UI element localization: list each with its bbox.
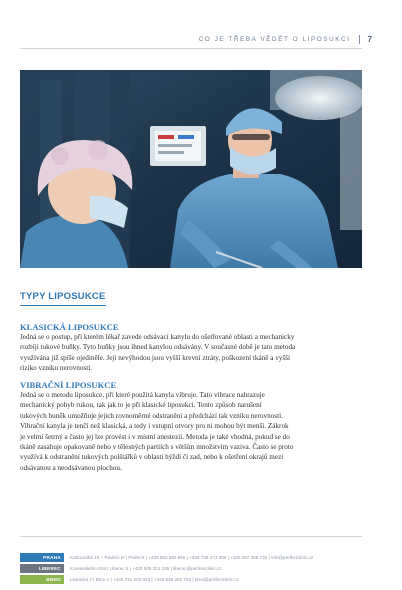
footer-label-praha: PRAHA [20,553,64,562]
footer-text-praha: Kartouzská 10 – Pavilon III | Praha 5 | +420 603 560 856 | +420 739 473 306 | +420 257 325 732 | info@perfectclinic.cz [70,554,314,560]
section-heading-underline [20,305,106,306]
paragraph-line: rozbíjí tukové buňky. Tyto buňky jsou ihned kanylou odsávány. V současné době je tato metoda [20,343,296,352]
surgery-photo [20,70,362,268]
footer-rule [20,536,362,537]
paragraph-line: Vibrační kanyla je tenčí než klasická, a tedy i vstupní otvory pro ni mohou být menší. Zákrok [20,422,289,431]
paragraph-line: Jedná se o postup, při kterém lékař zavede odsávací kanylu do ošetřované oblasti a mechanicky [20,333,295,341]
header-rule [20,48,362,49]
vibration-liposuction-heading: VIBRAČNÍ LIPOSUKCE [20,380,117,390]
header-separator [359,35,360,44]
classic-liposuction-paragraph [20,332,362,374]
paragraph-line: tkáně zasahuje opakovaně nebo v tělesných partiích s větším množstvím vaziva. Často se proto [20,443,294,452]
paragraph-line: využívá k odstranění tukových polštářků v oblasti hýždí či zad, nebo k ošetření okrajů mezi [20,453,284,462]
footer-label-brno: BRNO [20,575,64,584]
paragraph-line: je velmi šetrný a často jej lze provést i v místní anestezii. Metoda je také vhodná, pokud se do [20,432,290,441]
footer-row-brno [20,574,366,584]
footer-row-praha [20,552,366,562]
footer-text-liberec: Komenského 519 | Liberec 5 | +420 605 201 155 | liberec@perfectclinic.cz [70,565,222,571]
paragraph-line: odsávanou a neodsávanou plochou. [20,463,122,472]
running-title: CO JE TŘEBA VĚDĚT O LIPOSUKCI [198,36,351,43]
paragraph-line: využívána již spíše ojediněle. Její nevýhodou jsou vyšší krevní ztráty, poškození tkáně a vyšší [20,353,291,362]
paragraph-line: mechanický pohyb rukou, tak jak to je při klasické liposukci. Tento způsob narušení [20,401,262,410]
footer-text-brno: Lesnická 2 | Brno 1 | +420 731 203 023 | +420 549 252 763 | brno@perfectclinic.cz [70,576,239,582]
footer-row-liberec [20,563,366,573]
vibration-liposuction-paragraph [20,390,362,473]
paragraph-line: tukových buněk umožňuje jejich rovnoměrné odstranění a předchází tak vzniku nerovností. [20,411,283,420]
footer-label-liberec: LIBEREC [20,564,64,573]
footer-contacts [20,552,366,585]
paragraph-line: Jedná se o metodu liposukce, při které použitá kanyla vibruje. Tato vibrace nahrazuje [20,391,265,399]
section-heading: TYPY LIPOSUKCE [20,291,106,302]
classic-liposuction-heading: KLASICKÁ LIPOSUKCE [20,322,119,332]
page-number: 7 [367,35,372,44]
paragraph-line: riziko vzniku nerovností. [20,364,93,373]
running-header [199,35,372,44]
